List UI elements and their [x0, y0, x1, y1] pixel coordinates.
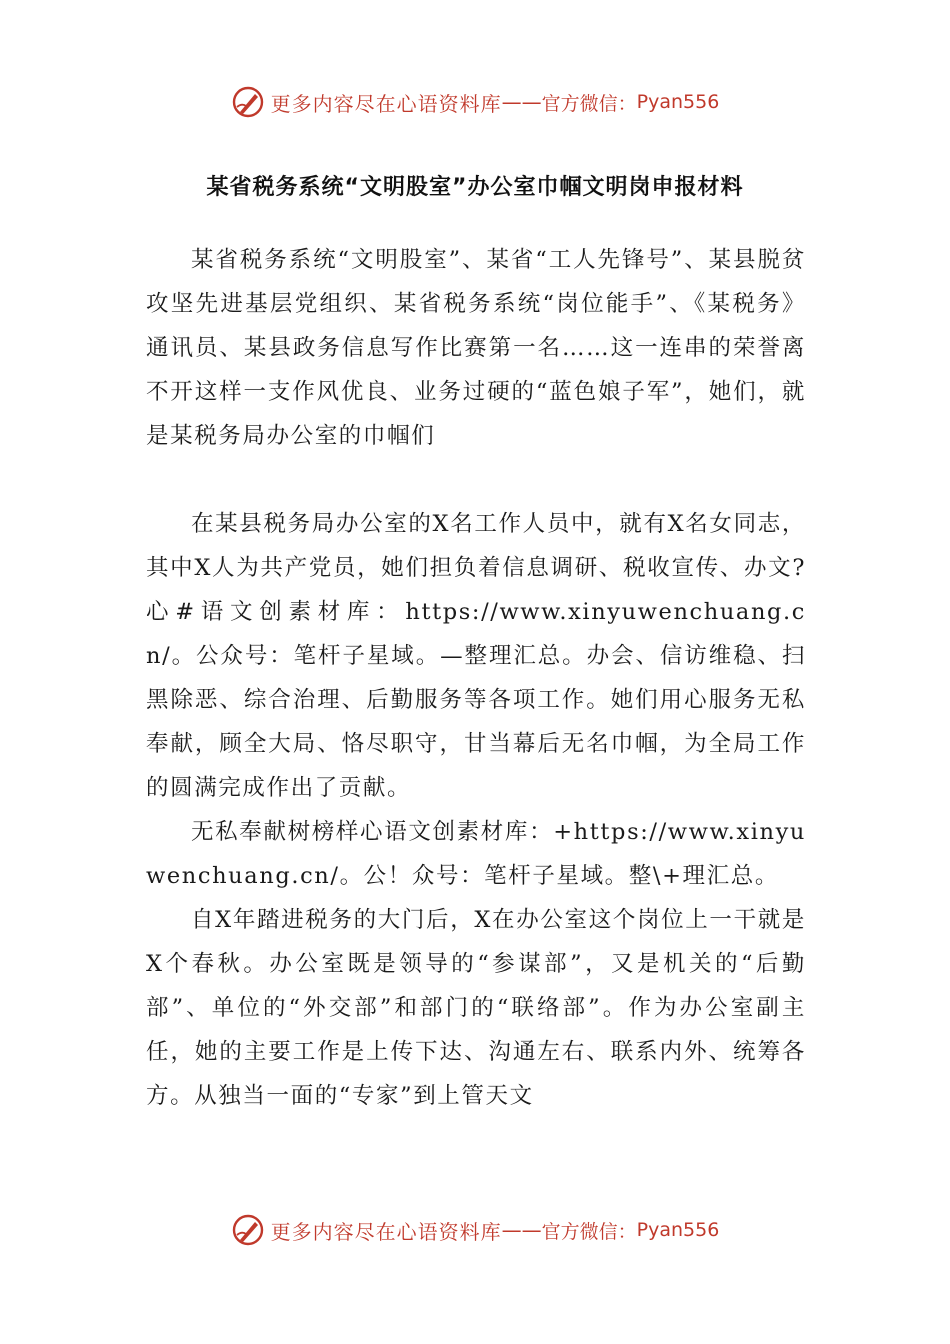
banner-wechat-label: 官方微信： [541, 1220, 637, 1243]
document-title: 某省税务系统“文明股室”办公室巾帼文明岗申报材料 [206, 175, 744, 200]
document-body [146, 238, 806, 1118]
paragraph-office-staff: 在某县税务局办公室的X名工作人员中，就有X名女同志，其中X人为共产党员，她们担负着信息调研、税收宣传、办文?心#语文创素材库：https://www.xinyuwenchuang.cn/。公众号：笔杆子星域。—整理汇总。办会、信访维稳、扫黑除恶、综合治理、后勤服务等各项工作。她们用心服务无私奉献，顾全大局、恪尽职守，甘当幕后无名巾帼，为全局工作的圆满完成作出了贡献。 [146, 511, 806, 801]
banner-wechat-id: Pyan556 [636, 1219, 720, 1241]
banner-text: 更多内容尽在心语资料库 [270, 91, 502, 116]
footer-banner [0, 1210, 950, 1250]
banner-dash: —— [501, 90, 542, 114]
banner-text: 更多内容尽在心语资料库 [270, 1219, 502, 1244]
paragraph-dedication-heading: 无私奉献树榜样心语文创素材库：+https://www.xinyuwenchuang.cn/。公！众号：笔杆子星域。整\+理汇总。 [146, 819, 806, 889]
banner-wechat-id: Pyan556 [636, 91, 720, 113]
paragraph-career: 自X年踏进税务的大门后，X在办公室这个岗位上一干就是X个春秋。办公室既是领导的“参谋部”，又是机关的“后勤部”、单位的“外交部”和部门的“联络部”。作为办公室副主任，她的主要工作是上传下达、沟通左右、联系内外、统筹各方。从独当一面的“专家”到上管天文 [146, 907, 806, 1109]
paragraph-honors: 某省税务系统“文明股室”、某省“工人先锋号”、某县脱贫攻坚先进基层党组织、某省税务系统“岗位能手”、《某税务》通讯员、某县政务信息写作比赛第一名……这一连串的荣誉离不开这样一支作风优良、业务过硬的“蓝色娘子军”，她们，就是某税务局办公室的巾帼们 [146, 247, 806, 449]
banner-dash: —— [501, 1218, 542, 1242]
pen-logo-icon [231, 85, 265, 119]
banner-wechat-label: 官方微信： [541, 92, 637, 115]
pen-logo-icon [231, 1213, 265, 1247]
header-banner [0, 82, 950, 122]
